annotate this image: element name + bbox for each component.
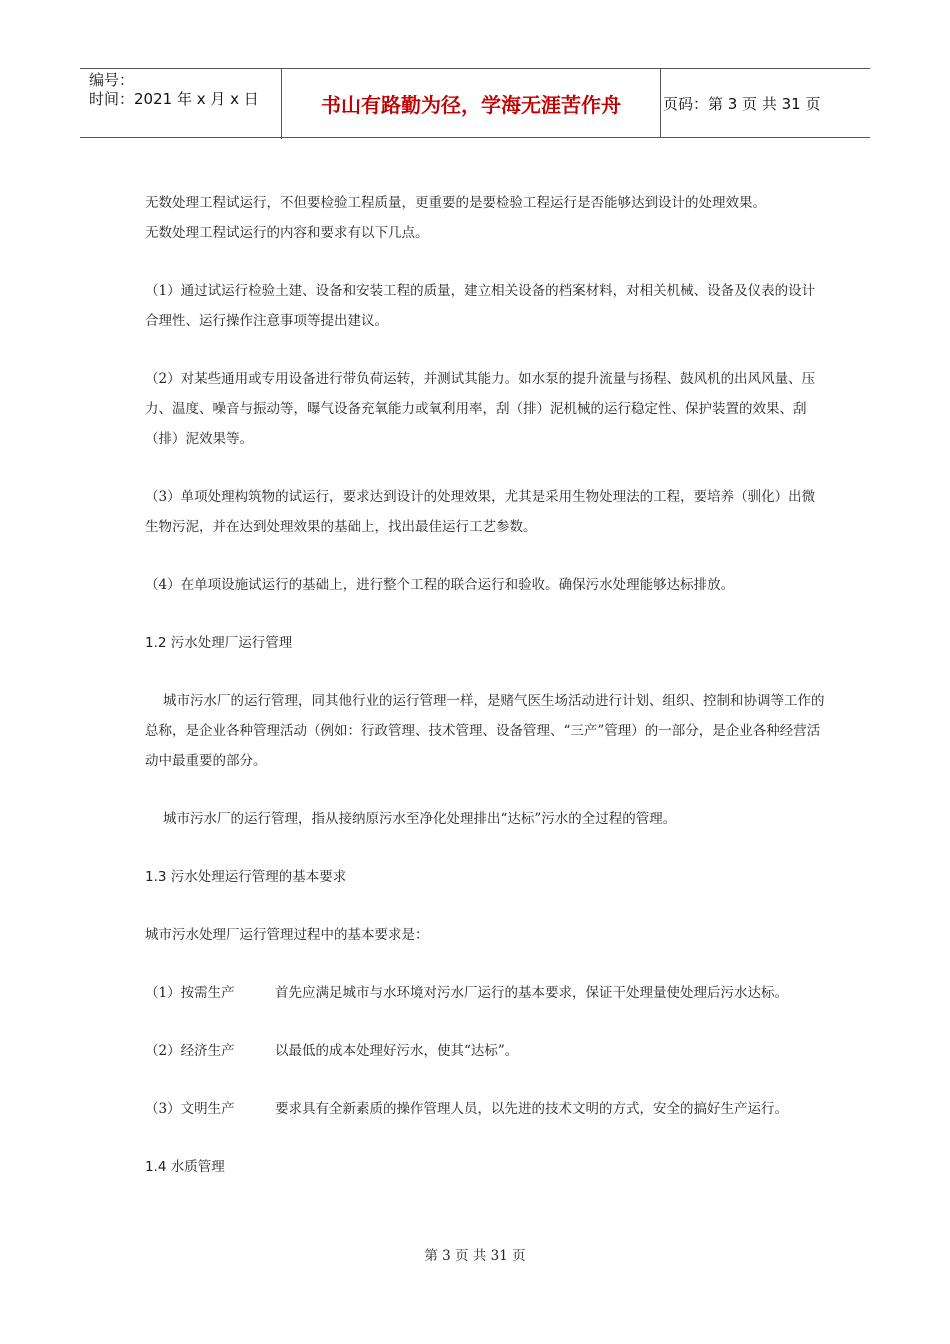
list-item-3: （3）单项处理构筑物的试运行，要求达到设计的处理效果，尤其是采用生物处理法的工程，要培养（驯化）出微生物污泥，并在达到处理效果的基础上，找出最佳运行工艺参数。	[145, 489, 816, 535]
requirement-3-text: 要求具有全新素质的操作管理人员，以先进的技术文明的方式，安全的搞好生产运行。	[275, 1101, 788, 1117]
requirement-2	[145, 1036, 825, 1066]
list-item-4: （4）在单项设施试运行的基础上，进行整个工程的联合运行和验收。确保污水处理能够达标排放。	[145, 577, 735, 593]
list-item-1: （1）通过试运行检验土建、设备和安装工程的质量，建立相关设备的档案材料，对相关机械、设备及仪表的设计合理性、运行操作注意事项等提出建议。	[145, 283, 816, 329]
section-heading-1-2: 1.2 污水处理厂运行管理	[145, 635, 293, 651]
footer-page-number: 第 3 页 共 31 页	[424, 1248, 526, 1264]
section-heading-1-3: 1.3 污水处理运行管理的基本要求	[145, 869, 347, 885]
intro-line-1: 无数处理工程试运行，不但要检验工程质量，更重要的是要检验工程运行是否能够达到设计的处理效果。	[145, 195, 766, 211]
intro-line-2: 无数处理工程试运行的内容和要求有以下几点。	[145, 225, 429, 241]
requirement-2-text: 以最低的成本处理好污水，使其“达标”。	[275, 1043, 519, 1059]
page-header	[80, 68, 870, 138]
paragraph-1-2-a: 城市污水厂的运行管理，同其他行业的运行管理一样，是赌气医生场活动进行计划、组织、控制和协调等工作的总称，是企业各种管理活动（例如：行政管理、技术管理、设备管理、“三产”管理）的一部分，是企业各种经营活动中最重要的部分。	[145, 693, 825, 769]
section-heading-1-4: 1.4 水质管理	[145, 1159, 225, 1175]
serial-number-label: 编号：	[89, 71, 135, 89]
paragraph-1-2-b: 城市污水厂的运行管理，指从接纳原污水至净化处理排出“达标”污水的全过程的管理。	[163, 811, 677, 827]
page-footer	[0, 1244, 950, 1264]
requirement-1-text: 首先应满足城市与水环境对污水厂运行的基本要求，保证干处理量使处理后污水达标。	[275, 985, 788, 1001]
document-body	[145, 188, 825, 1182]
header-motto: 书山有路勤为径，学海无涯苦作舟	[282, 69, 661, 137]
paragraph-1-3: 城市污水处理厂运行管理过程中的基本要求是：	[145, 927, 429, 943]
header-page-info: 页码：第 3 页 共 31 页	[663, 94, 821, 113]
list-item-2: （2）对某些通用或专用设备进行带负荷运转，并测试其能力。如水泵的提升流量与扬程、鼓风机的出风风量、压力、温度、噪音与振动等，曝气设备充氧能力或氧利用率，刮（排）泥机械的运行稳定性、保护装置的效果、刮（排）泥效果等。	[145, 371, 816, 447]
header-meta	[80, 69, 282, 139]
requirement-2-label: （2）经济生产	[145, 1043, 235, 1059]
requirement-3	[145, 1094, 825, 1124]
requirement-3-label: （3）文明生产	[145, 1101, 235, 1117]
date-label: 时间：2021 年 x 月 x 日	[89, 90, 259, 108]
requirement-1	[145, 978, 825, 1008]
requirement-1-label: （1）按需生产	[145, 985, 235, 1001]
